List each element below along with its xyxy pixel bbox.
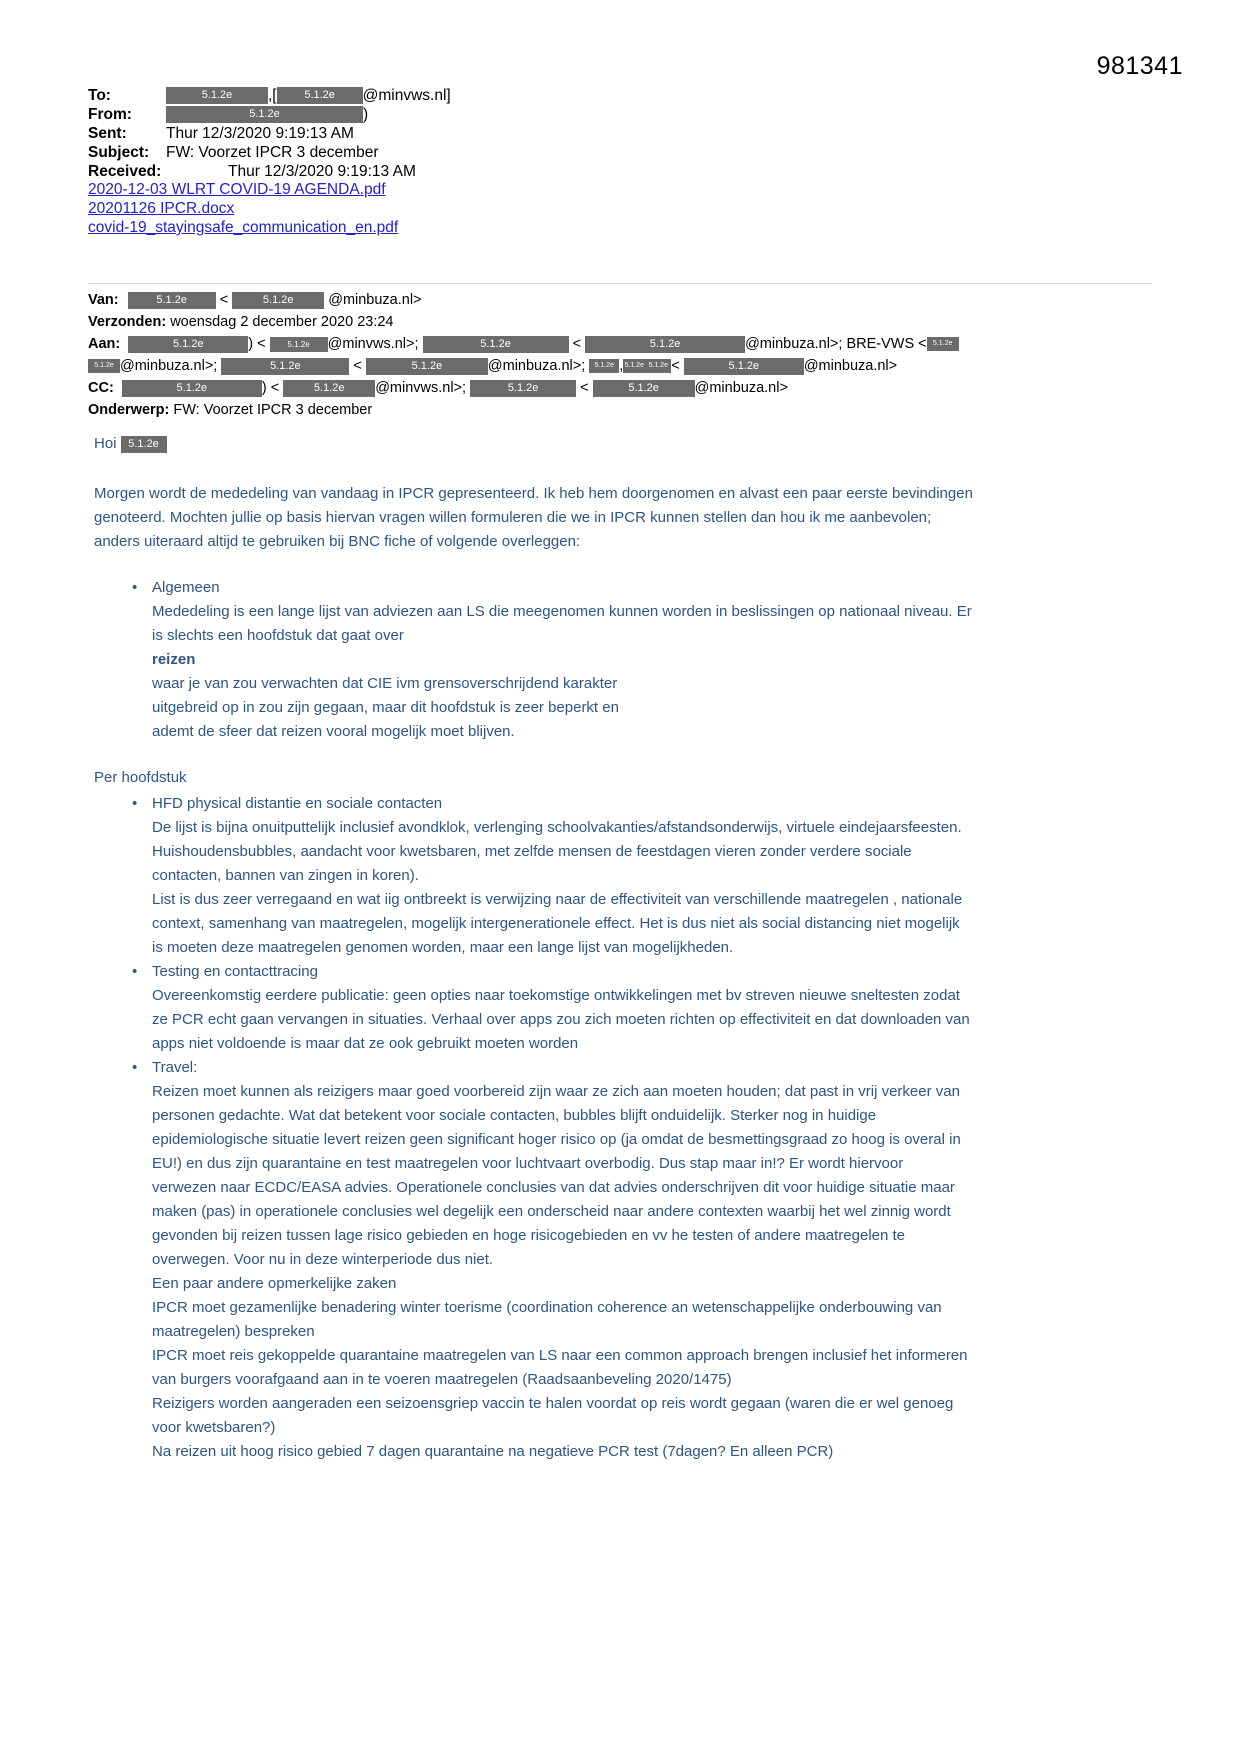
forwarded-cc-text: @minbuza.nl> — [694, 380, 788, 396]
intro-line: Morgen wordt de mededeling van vandaag in IPCR gepresenteerd. Ik heb hem doorgenomen en alvast een paar eerste bevindingen — [94, 485, 973, 502]
document-number: 981341 — [1096, 52, 1183, 80]
redaction-box: 5.1.2e — [128, 292, 216, 309]
bullet-title: • Algemeen — [152, 579, 220, 596]
forwarded-row-aan-2 — [88, 355, 1158, 377]
bullet-line: verwezen naar ECDC/EASA advies. Operationele conclusies van dat advies onderschrijven dit voor huidige situatie maar — [152, 1179, 955, 1196]
forwarded-aan-text: , — [619, 358, 624, 374]
forwarded-header — [88, 289, 1158, 421]
header-from-suffix: ) — [363, 106, 369, 123]
forwarded-row-verzonden — [88, 311, 1158, 333]
redaction-box: 5.1.2e — [270, 337, 328, 352]
forwarded-aan-text: < — [572, 336, 582, 352]
redaction-box: 5.1.2e — [166, 87, 268, 104]
redaction-box: 5.1.2e — [166, 106, 363, 123]
bullet-line: ademt de sfeer dat reizen vooral mogelijk moet blijven. — [152, 723, 515, 740]
redaction-box: 5.1.2e — [366, 358, 488, 375]
header-value-from — [166, 105, 368, 124]
forwarded-row-cc — [88, 377, 1158, 399]
bullet-line-part: is slechts een hoofdstuk dat gaat over — [152, 627, 404, 644]
forwarded-aan-text: @minbuza.nl>; BRE-VWS < — [745, 336, 927, 352]
bullet-line: Een paar andere opmerkelijke zaken — [152, 1275, 397, 1292]
greeting-line — [94, 432, 1140, 456]
bullet-line: De lijst is bijna onuitputtelijk inclusief avondklok, verlenging schoolvakanties/afstandsonderwijs, virtuele eindejaarsfeesten. — [152, 819, 962, 836]
forwarded-value-verzonden: woensdag 2 december 2020 23:24 — [170, 314, 394, 330]
header-label-sent: Sent: — [88, 125, 127, 142]
bullet-line: context, samenhang van maatregelen, mogelijk intergenerationele effect. Het is dus niet als social distancing niet mogelijk — [152, 915, 960, 932]
attachment-link[interactable]: 2020-12-03 WLRT COVID-19 AGENDA.pdf — [88, 181, 386, 198]
bullet-line: maatregelen) bespreken — [152, 1323, 315, 1340]
forwarded-aan-text: < — [257, 336, 266, 352]
forwarded-cc-text: ) — [261, 380, 267, 396]
header-value-subject: FW: Voorzet IPCR 3 december — [166, 144, 379, 161]
intro-line: anders uiteraard altijd te gebruiken bij BNC fiche of volgende overleggen: — [94, 533, 581, 550]
forwarded-label-aan: Aan: — [88, 336, 121, 352]
redaction-box: 5.1.2e — [585, 336, 745, 353]
redaction-box: 5.1.2e — [684, 358, 804, 375]
forwarded-row-aan-1 — [88, 333, 1158, 355]
forwarded-cc-text: < — [270, 380, 280, 396]
bullet-line: maken (pas) in operationele conclusies wel degelijk een onderscheid naar andere contexten waarbij het wel zinnig wordt — [152, 1203, 951, 1220]
bullet-line: Reizigers worden aangeraden een seizoensgriep vaccin te halen voordat op reis wordt gegaan (waren die er wel genoeg — [152, 1395, 954, 1412]
header-row-from — [88, 105, 1148, 124]
bullet-title: • Testing en contacttracing — [152, 963, 318, 980]
bullet-line-with-bold — [152, 624, 1140, 696]
attachment-link[interactable]: 20201126 IPCR.docx — [88, 200, 235, 217]
header-value-received: Thur 12/3/2020 9:19:13 AM — [228, 163, 416, 180]
header-row-sent — [88, 124, 1148, 143]
bullet-body — [152, 984, 1140, 1056]
redaction-box: 5.1.2e — [470, 380, 576, 397]
redaction-box: 5.1.2e — [283, 380, 375, 397]
redaction-box: 5.1.2e — [645, 359, 671, 373]
bullet-line: Overeenkomstig eerdere publicatie: geen opties naar toekomstige ontwikkelingen met bv streven nieuwe sneltesten zodat — [152, 987, 960, 1004]
header-label-received: Received: — [88, 163, 162, 180]
bullet-list-hoofdstukken — [94, 792, 1140, 1464]
intro-line: genoteerd. Mochten jullie op basis hiervan vragen willen formuleren die we in IPCR kunnen stellen dan hou ik me aanbevolen; — [94, 509, 932, 526]
bullet-body — [152, 816, 1140, 960]
email-body — [94, 432, 1140, 1464]
forwarded-aan-text: < — [671, 358, 680, 374]
forwarded-label-onderwerp: Onderwerp: — [88, 402, 170, 418]
header-row-to — [88, 86, 1148, 105]
redaction-box: 5.1.2e — [593, 380, 695, 397]
redaction-box: 5.1.2e — [927, 337, 959, 351]
header-divider — [88, 283, 1152, 284]
redaction-box: 5.1.2e — [232, 292, 324, 309]
redaction-box: 5.1.2e — [122, 380, 262, 397]
greeting-text: Hoi — [94, 435, 117, 452]
bullet-line: voor kwetsbaren?) — [152, 1419, 276, 1436]
bullet-line: gevonden bij reizen tussen lage risico gebieden en hoge risicogebieden en vv he testen of andere maatregelen te — [152, 1227, 906, 1244]
redaction-box: 5.1.2e — [221, 358, 349, 375]
bullet-line: IPCR moet reis gekoppelde quarantaine maatregelen van LS naar een common approach brengen inclusief het informeren — [152, 1347, 968, 1364]
header-row-subject — [88, 143, 1148, 162]
bullet-line: personen gedachte. Wat dat betekent voor sociale contacten, bubbles blijft onduidelijk. Sterker nog in huidige — [152, 1107, 877, 1124]
forwarded-value-onderwerp: FW: Voorzet IPCR 3 december — [173, 402, 373, 418]
redaction-box: 5.1.2e — [128, 336, 248, 353]
bullet-line: overwegen. Voor nu in deze winterperiode dus niet. — [152, 1251, 494, 1268]
bullet-line: epidemiologische situatie levert reizen geen significant hoger risico op (ja omdat de besmettingsgraad zo hoog is overal in — [152, 1131, 961, 1148]
redaction-box: 5.1.2e — [277, 87, 363, 104]
forwarded-aan-text: @minbuza.nl>; — [120, 358, 218, 374]
bullet-line: Mededeling is een lange lijst van adviezen aan LS die meegenomen kunnen worden in beslissingen op nationaal niveau. Er — [152, 603, 972, 620]
mail-header — [88, 86, 1148, 181]
forwarded-aan-text: @minbuza.nl>; — [487, 358, 586, 374]
forwarded-label-verzonden: Verzonden: — [88, 314, 167, 330]
forwarded-label-cc: CC: — [88, 380, 114, 396]
forwarded-van-suffix: @minbuza.nl> — [328, 292, 422, 308]
header-to-suffix: @minvws.nl] — [362, 87, 451, 104]
header-label-to: To: — [88, 87, 111, 104]
forwarded-row-onderwerp — [88, 399, 1158, 421]
bullet-body — [152, 1080, 1140, 1464]
list-item — [94, 576, 1140, 744]
redaction-box: 5.1.2e — [623, 359, 645, 373]
bullet-line: List is dus zeer verregaand en wat iig ontbreekt is verwijzing naar de effectiviteit van verschillende maatregelen , nationale — [152, 891, 963, 908]
redaction-box: 5.1.2e — [121, 436, 167, 453]
forwarded-aan-text: @minbuza.nl> — [803, 358, 898, 374]
list-item — [94, 1056, 1140, 1464]
list-item — [94, 792, 1140, 960]
forwarded-aan-text: ) — [248, 336, 254, 352]
bullet-line: contacten, bannen van zingen in koren). — [152, 867, 419, 884]
bullet-line: van burgers voorafgaand aan in te voeren maatregelen (Raadsaanbeveling 2020/1475) — [152, 1371, 732, 1388]
bullet-line: EU!) en dus zijn quarantaine en test maatregelen voor luchtvaart overbodig. Dus stap maar in!? Er wordt hiervoor — [152, 1155, 904, 1172]
bullet-line: is moeten deze maatregelen genomen worden, maar een lange lijst van mogelijkheden. — [152, 939, 734, 956]
spacer — [94, 744, 1140, 766]
bullet-line: Na reizen uit hoog risico gebied 7 dagen quarantaine na negatieve PCR test (7dagen? En alleen PCR) — [152, 1443, 834, 1460]
bullet-line: Huishoudensbubbles, aandacht voor kwetsbaren, met zelfde mensen de feestdagen vieren zonder verdere sociale — [152, 843, 912, 860]
forwarded-label-van: Van: — [88, 292, 119, 308]
forwarded-row-van: Van: 5.1.2e < 5.1.2e @minbuza.nl> — [88, 292, 422, 308]
redaction-box: 5.1.2e — [88, 359, 120, 373]
list-item — [94, 960, 1140, 1056]
section-label-per-hoofdstuk: Per hoofdstuk — [94, 769, 187, 786]
attachment-link[interactable]: covid-19_stayingsafe_communication_en.pdf — [88, 219, 399, 236]
forwarded-aan-text: < — [353, 358, 362, 374]
bullet-body — [152, 600, 1140, 744]
bullet-line: Reizen moet kunnen als reizigers maar goed voorbereid zijn waar ze zich aan moeten houden; dat past in vrij verkeer van — [152, 1083, 960, 1100]
header-label-from: From: — [88, 106, 132, 123]
intro-paragraph — [94, 482, 1140, 554]
bullet-line: IPCR moet gezamenlijke benadering winter toerisme (coordination coherence an wetenschappelijke onderbouwing van — [152, 1299, 942, 1316]
emphasis-reizen: reizen — [152, 651, 196, 668]
header-value-sent: Thur 12/3/2020 9:19:13 AM — [166, 125, 354, 142]
bullet-line: uitgebreid op in zou zijn gegaan, maar dit hoofdstuk is zeer beperkt en — [152, 699, 619, 716]
forwarded-cc-text: @minvws.nl>; — [375, 380, 467, 396]
bullet-line-part: waar je van zou verwachten dat CIE ivm grensoverschrijdend karakter — [152, 675, 618, 692]
bullet-title: • Travel: — [152, 1059, 198, 1076]
redaction-box: 5.1.2e — [589, 359, 619, 373]
redaction-box: 5.1.2e — [423, 336, 569, 353]
header-row-received — [88, 162, 1148, 181]
attachment-list — [88, 180, 398, 237]
bullet-list-algemeen — [94, 576, 1140, 744]
bullet-line: apps niet voldoende is maar dat ze ook gebruikt moeten worden — [152, 1035, 579, 1052]
header-label-subject: Subject: — [88, 144, 150, 161]
forwarded-cc-text: < — [580, 380, 589, 396]
header-value-to: 5.1.2e ,[ 5.1.2e @minvws.nl] — [166, 86, 451, 105]
bullet-line: ze PCR echt gaan vervangen in situaties. Verhaal over apps zou zich moeten richten op effectiviteit en dat downloaden van — [152, 1011, 970, 1028]
bullet-title: • HFD physical distantie en sociale contacten — [152, 795, 443, 812]
forwarded-aan-text: @minvws.nl>; — [327, 336, 419, 352]
